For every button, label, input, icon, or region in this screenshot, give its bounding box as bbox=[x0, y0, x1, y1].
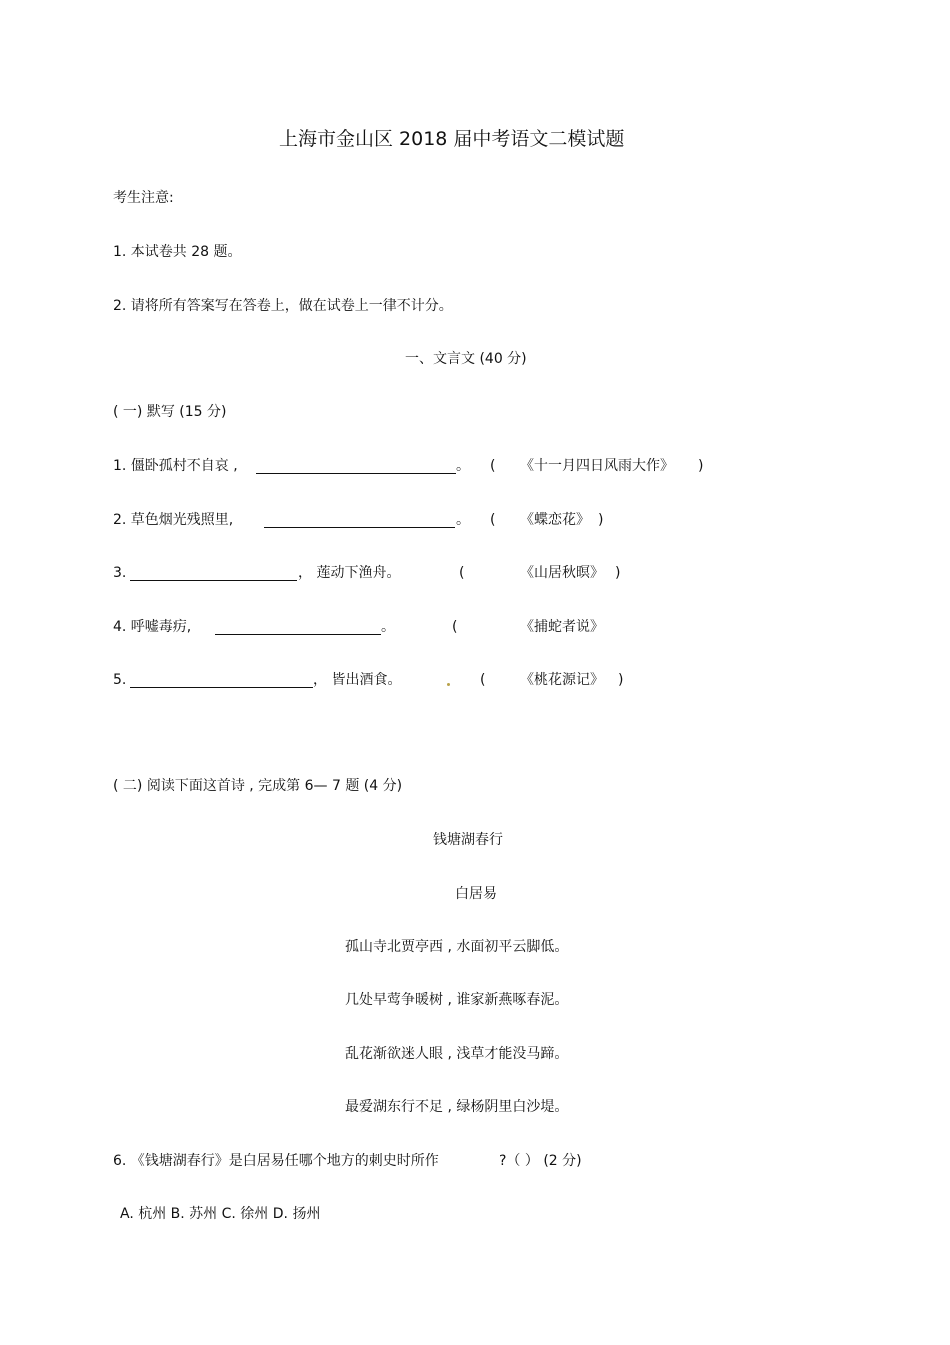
question-4-paren-open: ( bbox=[452, 619, 458, 635]
question-5-prompt: 5. bbox=[113, 672, 127, 688]
question-5-source: 《桃花源记》 bbox=[520, 672, 604, 688]
poem-line: 几处早莺争暖树 , 谁家新燕啄春泥。 bbox=[345, 992, 569, 1008]
notice-item-1: 1. 本试卷共 28 题。 bbox=[113, 244, 242, 260]
question-1-source: 《十一月四日风雨大作》 bbox=[520, 458, 674, 474]
question-2-source: 《蝶恋花》 bbox=[520, 512, 590, 528]
question-2-paren-open: ( bbox=[490, 512, 496, 528]
question-6-answer: ?（ ） (2 分) bbox=[499, 1153, 582, 1169]
question-1-paren-open: ( bbox=[490, 458, 496, 474]
question-5-blank[interactable] bbox=[130, 672, 313, 688]
question-5-paren-close: ) bbox=[618, 672, 624, 688]
question-3-source: 《山居秋暝》 bbox=[520, 565, 604, 581]
notice-heading: 考生注意: bbox=[113, 190, 174, 206]
poem-line: 孤山寺北贾亭西 , 水面初平云脚低。 bbox=[345, 939, 569, 955]
poem-line: 乱花渐欲迷人眼 , 浅草才能没马蹄。 bbox=[345, 1046, 569, 1062]
stray-dot bbox=[447, 683, 450, 686]
poem-author: 白居易 bbox=[455, 886, 497, 902]
question-6-stem: 6. 《钱塘湖春行》是白居易任哪个地方的刺史时所作 bbox=[113, 1153, 439, 1169]
question-4-ending: 。 bbox=[381, 619, 395, 635]
poem-title: 钱塘湖春行 bbox=[433, 832, 503, 848]
question-3-paren-close: ) bbox=[615, 565, 621, 581]
question-2-prompt: 2. 草色烟光残照里, bbox=[113, 512, 234, 528]
question-3-prompt: 3. bbox=[113, 565, 127, 581]
question-1-prompt: 1. 僵卧孤村不自哀 , bbox=[113, 458, 238, 474]
question-2-ending: 。 bbox=[456, 512, 470, 528]
question-3-paren-open: ( bbox=[459, 565, 465, 581]
question-5-ending: ， 皆出酒食。 bbox=[313, 672, 402, 688]
question-3-ending: ， 莲动下渔舟。 bbox=[298, 565, 401, 581]
question-4-source: 《捕蛇者说》 bbox=[520, 619, 604, 635]
question-6-options: A. 杭州 B. 苏州 C. 徐州 D. 扬州 bbox=[120, 1206, 321, 1222]
page-title: 上海市金山区 2018 届中考语文二模试题 bbox=[279, 128, 625, 150]
poem-line: 最爱湖东行不足 , 绿杨阴里白沙堤。 bbox=[345, 1099, 569, 1115]
question-2-blank[interactable] bbox=[264, 512, 455, 528]
question-3-blank[interactable] bbox=[130, 565, 297, 581]
notice-item-2: 2. 请将所有答案写在答卷上，做在试卷上一律不计分。 bbox=[113, 298, 453, 314]
question-4-prompt: 4. 呼嘘毒疠, bbox=[113, 619, 192, 635]
question-4-blank[interactable] bbox=[215, 619, 381, 635]
question-2-paren-close: ) bbox=[598, 512, 604, 528]
question-5-paren-open: ( bbox=[480, 672, 486, 688]
part2-heading: ( 二) 阅读下面这首诗 , 完成第 6— 7 题 (4 分) bbox=[113, 778, 403, 794]
part1-heading: ( 一) 默写 (15 分) bbox=[113, 404, 227, 420]
question-1-ending: 。 bbox=[456, 458, 470, 474]
section-heading: 一、文言文 (40 分) bbox=[405, 351, 527, 367]
question-1-blank[interactable] bbox=[256, 458, 456, 474]
question-1-paren-close: ) bbox=[698, 458, 704, 474]
